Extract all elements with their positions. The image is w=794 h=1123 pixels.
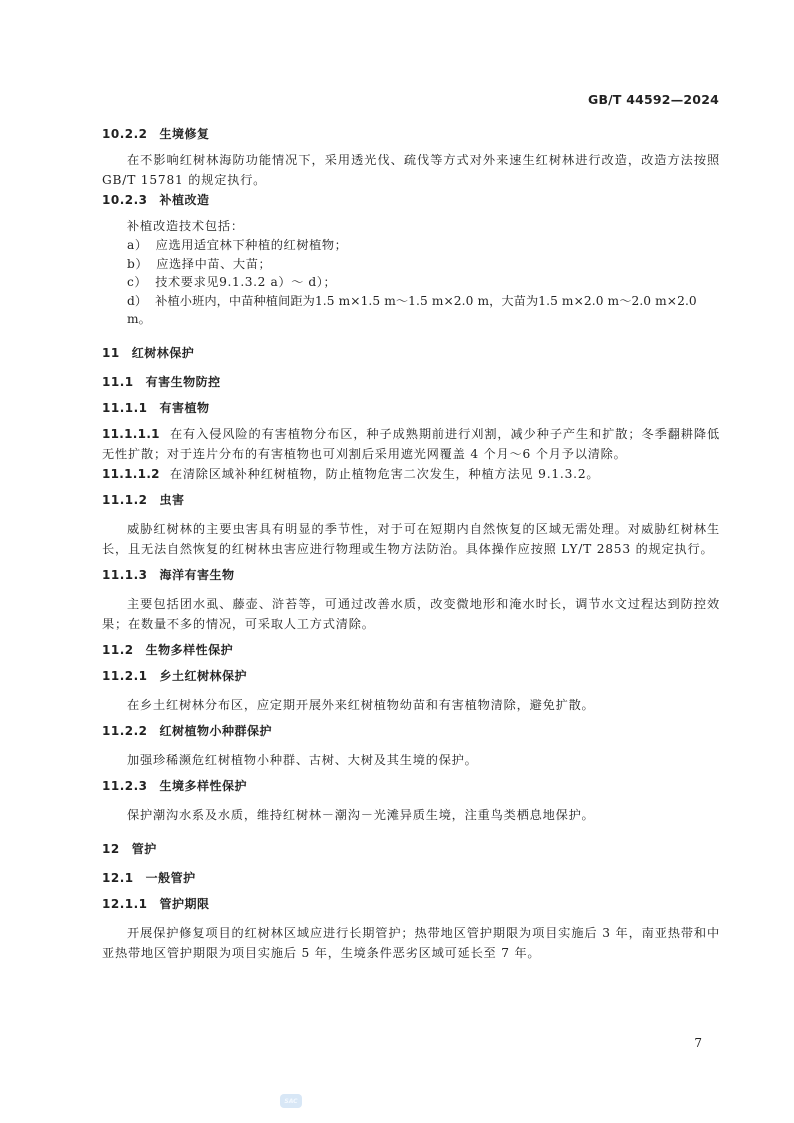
clause-number: 10.2.3 bbox=[102, 193, 148, 207]
clause-number: 12.1 bbox=[102, 870, 134, 885]
clause-number: 11.2 bbox=[102, 642, 134, 657]
clause-number: 11.2.1 bbox=[102, 668, 148, 683]
clause-text: 在清除区域补种红树植物，防止植物危害二次发生，种植方法见 9.1.3.2。 bbox=[169, 466, 600, 481]
list-item bbox=[102, 273, 720, 292]
clause-title: 虫害 bbox=[159, 492, 185, 507]
paragraph-11-1-1-2 bbox=[102, 464, 720, 484]
paragraph-11-1-3: 主要包括团水虱、藤壶、浒苔等，可通过改善水质，改变微地形和淹水时长，调节水文过程达到防控效果；在数量不多的情况，可采取人工方式清除。 bbox=[102, 596, 720, 631]
paragraph-10-2-2: 在不影响红树林海防功能情况下，采用透光伐、疏伐等方式对外来速生红树林进行改造，改造方法按照 GB/T 15781 的规定执行。 bbox=[102, 153, 720, 187]
heading-12-1-1 bbox=[102, 894, 720, 914]
clause-number: 11.1.3 bbox=[102, 567, 148, 582]
heading-11-1-1 bbox=[102, 398, 720, 418]
clause-number: 10.2.2 bbox=[102, 127, 148, 141]
page-number: 7 bbox=[694, 1036, 702, 1050]
paragraph-10-2-3-intro: 补植改造技术包括： bbox=[127, 219, 244, 233]
clause-title: 红树林保护 bbox=[131, 345, 195, 360]
heading-11-2-3 bbox=[102, 776, 720, 796]
list-text: 应选择中苗、大苗； bbox=[156, 256, 272, 271]
heading-12 bbox=[102, 839, 720, 859]
clause-title: 生境多样性保护 bbox=[159, 778, 248, 793]
list-text: 应选用适宜林下种植的红树植物； bbox=[155, 238, 348, 252]
heading-12-1 bbox=[102, 868, 720, 888]
clause-number: 12 bbox=[102, 841, 120, 856]
heading-11-1-3 bbox=[102, 565, 720, 585]
clause-title: 海洋有害生物 bbox=[159, 567, 235, 582]
clause-number: 11 bbox=[102, 345, 120, 360]
heading-11-2-2 bbox=[102, 721, 720, 741]
list-item bbox=[102, 236, 720, 255]
clause-number: 11.2.2 bbox=[102, 723, 148, 738]
document-code: GB/T 44592—2024 bbox=[587, 92, 719, 107]
heading-11-1 bbox=[102, 372, 720, 392]
clause-title: 生境修复 bbox=[159, 127, 210, 141]
clause-title: 有害生物防控 bbox=[145, 374, 221, 389]
paragraph-11-1-1-1 bbox=[102, 424, 720, 464]
list-text: 补植小班内，中苗种植间距为1.5 m×1.5 m～1.5 m×2.0 m，大苗为1.5 m×2.0 m～2.0 m×2.0 m。 bbox=[127, 293, 697, 326]
heading-11-2-1 bbox=[102, 666, 720, 686]
clause-number: 11.1.1 bbox=[102, 400, 148, 415]
clause-title: 乡土红树林保护 bbox=[159, 668, 248, 683]
clause-text: 在有入侵风险的有害植物分布区，种子成熟期前进行刈割，减少种子产生和扩散；冬季翻耕降低无性扩散；对于连片分布的有害植物也可刈割后采用遮光网覆盖 4 个月～6 个月予以清除。 bbox=[102, 426, 720, 461]
list-marker: c） bbox=[127, 275, 148, 289]
paragraph-11-2-3: 保护潮沟水系及水质，维持红树林－潮沟－光滩异质生境，注重鸟类栖息地保护。 bbox=[127, 807, 595, 822]
clause-title: 补植改造 bbox=[159, 193, 210, 207]
clause-title: 管护 bbox=[131, 841, 157, 856]
paragraph-12-1-1: 开展保护修复项目的红树林区域应进行长期管护；热带地区管护期限为项目实施后 3 年，南亚热带和中亚热带地区管护期限为项目实施后 5 年，生境条件恶劣区域可延长至 7 年。 bbox=[102, 925, 720, 960]
paragraph-11-2-2: 加强珍稀濒危红树植物小种群、古树、大树及其生境的保护。 bbox=[127, 752, 478, 767]
list-marker: a） bbox=[127, 238, 148, 252]
clause-title: 生物多样性保护 bbox=[145, 642, 234, 657]
clause-number: 11.1.1.1 bbox=[102, 426, 160, 441]
list-item bbox=[102, 292, 720, 329]
paragraph-11-2-1: 在乡土红树林分布区，应定期开展外来红树植物幼苗和有害植物清除，避免扩散。 bbox=[127, 697, 595, 712]
list-marker: b） bbox=[127, 256, 149, 271]
list-item bbox=[102, 255, 720, 274]
heading-11 bbox=[102, 343, 720, 363]
clause-number: 11.1 bbox=[102, 374, 134, 389]
clause-number: 12.1.1 bbox=[102, 896, 148, 911]
clause-number: 11.1.2 bbox=[102, 492, 148, 507]
heading-11-1-2 bbox=[102, 490, 720, 510]
clause-number: 11.2.3 bbox=[102, 778, 148, 793]
list-marker: d） bbox=[127, 293, 148, 308]
clause-title: 一般管护 bbox=[145, 870, 196, 885]
heading-10-2-2 bbox=[102, 124, 720, 144]
heading-10-2-3 bbox=[102, 190, 720, 210]
clause-number: 11.1.1.2 bbox=[102, 466, 160, 481]
paragraph-11-1-2: 威胁红树林的主要虫害具有明显的季节性，对于可在短期内自然恢复的区域无需处理。对威胁红树林生长，且无法自然恢复的红树林虫害应进行物理或生物方法防治。具体操作应按照 LY/T 2853 的规定执行。 bbox=[102, 521, 720, 556]
sac-watermark-logo: SAC bbox=[280, 1094, 302, 1108]
clause-title: 有害植物 bbox=[159, 400, 210, 415]
clause-title: 管护期限 bbox=[159, 896, 210, 911]
clause-title: 红树植物小种群保护 bbox=[159, 723, 273, 738]
heading-11-2 bbox=[102, 640, 720, 660]
list-text: 技术要求见9.1.3.2 a）～ d）； bbox=[155, 275, 337, 289]
document-body bbox=[102, 124, 720, 963]
